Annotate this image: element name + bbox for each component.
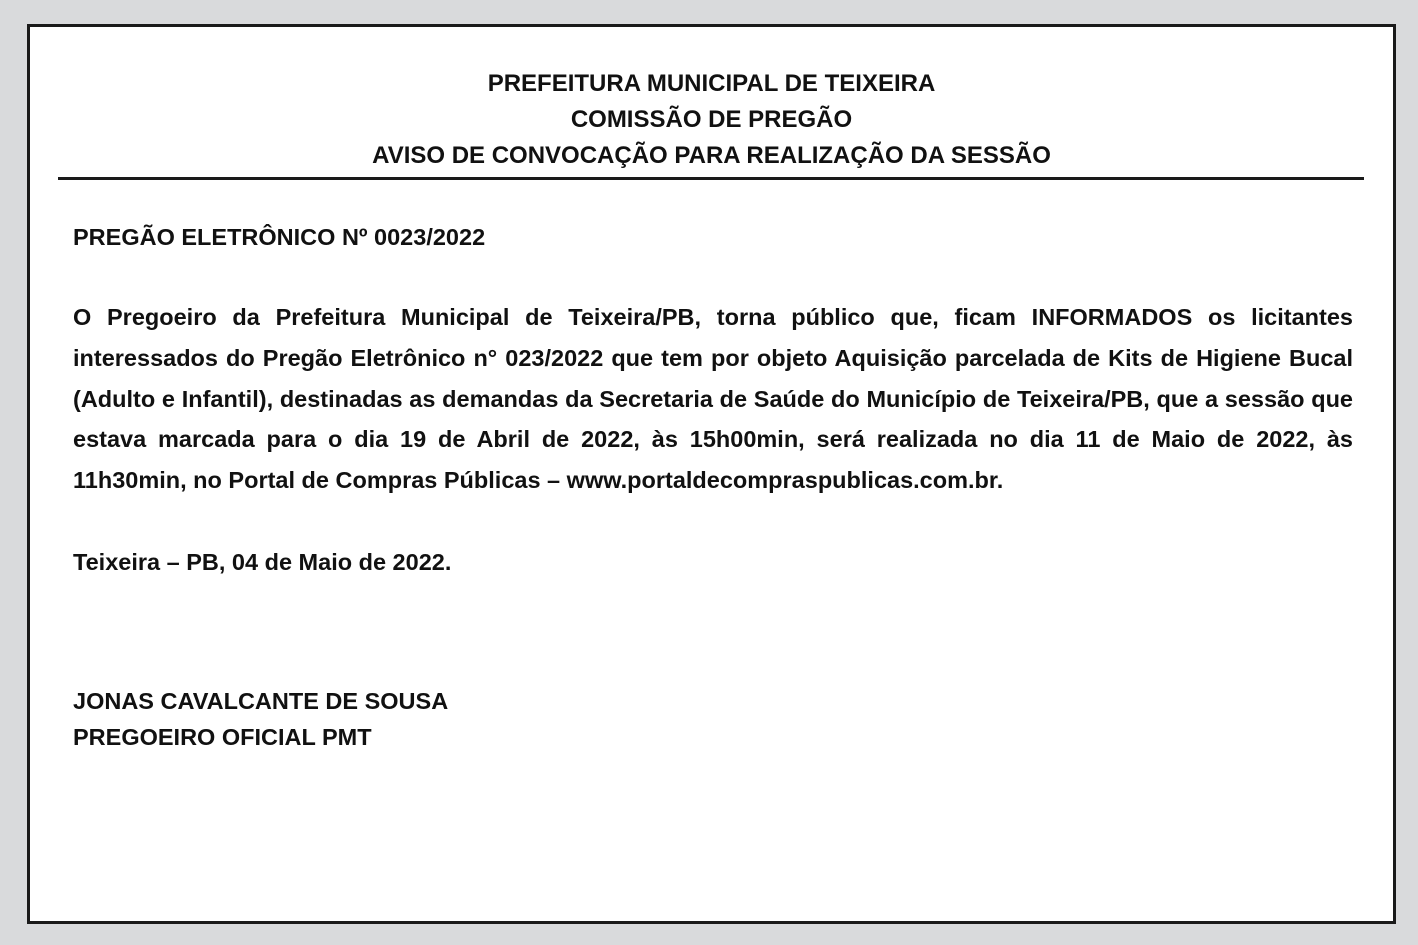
notice-header bbox=[30, 66, 1393, 174]
header-divider bbox=[58, 177, 1364, 180]
notice-body-text: O Pregoeiro da Prefeitura Municipal de Teixeira/PB, torna público que, ficam INFORMADOS os licitantes interessados do Pregão Eletrônico n° 023/2022 que tem por objeto Aquisição parcelada de Kits de Higiene Bucal (Adulto e Infantil), destinadas as demandas da Secretaria de Saúde do Município de Teixeira/PB, que a sessão que estava marcada para o dia 19 de Abril de 2022, às 15h00min, será realizada no dia 11 de Maio de 2022, às 11h30min, no Portal de Compras Públicas – www.portaldecompraspublicas.com.br. bbox=[73, 304, 1353, 494]
signature-role: PREGOEIRO OFICIAL PMT bbox=[73, 724, 372, 750]
header-line-aviso: AVISO DE CONVOCAÇÃO PARA REALIZAÇÃO DA SESSÃO bbox=[372, 142, 1051, 169]
place-date: Teixeira – PB, 04 de Maio de 2022. bbox=[73, 549, 452, 575]
header-line-comissao: COMISSÃO DE PREGÃO bbox=[570, 106, 853, 133]
process-number: PREGÃO ELETRÔNICO Nº 0023/2022 bbox=[73, 224, 486, 250]
signature-name: JONAS CAVALCANTE DE SOUSA bbox=[73, 688, 449, 714]
header-line-prefeitura: PREFEITURA MUNICIPAL DE TEIXEIRA bbox=[487, 70, 936, 97]
signature-block bbox=[73, 683, 448, 755]
notice-box bbox=[27, 24, 1396, 924]
